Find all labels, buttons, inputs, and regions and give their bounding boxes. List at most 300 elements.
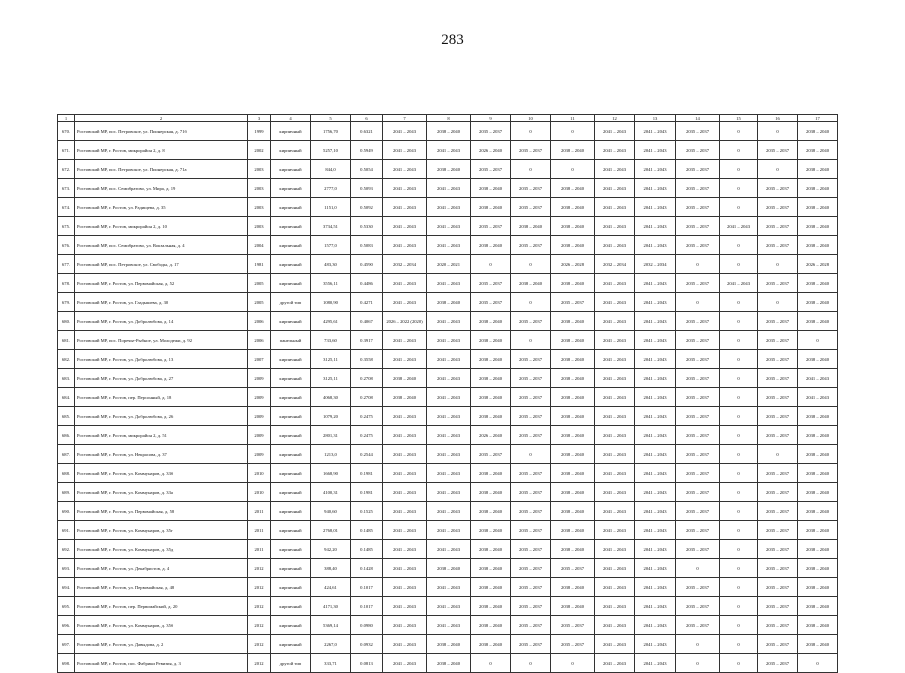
repair-period-col8-cell: 2041 – 2043: [427, 483, 471, 502]
page-number: 283: [441, 32, 464, 48]
repair-period-col7-cell: 2041 – 2043: [383, 141, 427, 160]
repair-period-col8-cell: 2041 – 2043: [427, 407, 471, 426]
repair-period-col12-cell: 2041 – 2043: [595, 578, 635, 597]
year-built-cell: 2012: [248, 578, 271, 597]
repair-period-col16-cell: 2035 – 2037: [758, 312, 798, 331]
repair-period-col12-cell: 2041 – 2043: [595, 540, 635, 559]
wear-ratio-cell: 0.5949: [351, 141, 383, 160]
repair-period-col16-cell: 2035 – 2037: [758, 331, 798, 350]
column-number-header: 13: [635, 115, 676, 122]
repair-period-col11-cell: 2038 – 2040: [551, 217, 595, 236]
wear-ratio-cell: 0.4486: [351, 274, 383, 293]
repair-period-col14-cell: 2035 – 2037: [676, 483, 720, 502]
table-row: [58, 350, 838, 369]
year-built-cell: 2009: [248, 369, 271, 388]
year-built-cell: 2011: [248, 521, 271, 540]
area-cell: 940,60: [311, 502, 351, 521]
repair-period-col10-cell: 2035 – 2037: [511, 388, 551, 407]
repair-period-col8-cell: 2041 – 2043: [427, 198, 471, 217]
repair-period-col7-cell: 2041 – 2043: [383, 616, 427, 635]
repair-period-col15-cell: 2041 – 2043: [720, 274, 758, 293]
repair-period-col11-cell: 2038 – 2040: [551, 331, 595, 350]
repair-period-col10-cell: 2035 – 2037: [511, 179, 551, 198]
repair-period-col8-cell: 2041 – 2043: [427, 445, 471, 464]
repair-period-col9-cell: 0: [471, 255, 511, 274]
repair-period-col11-cell: 2038 – 2040: [551, 198, 595, 217]
repair-period-col13-cell: 2041 – 2043: [635, 578, 676, 597]
repair-period-col10-cell: 0: [511, 654, 551, 673]
repair-period-col13-cell: 2041 – 2043: [635, 122, 676, 141]
repair-period-col10-cell: 2038 – 2040: [511, 274, 551, 293]
repair-period-col12-cell: 2041 – 2043: [595, 160, 635, 179]
year-built-cell: 2010: [248, 483, 271, 502]
wear-ratio-cell: 0.4590: [351, 255, 383, 274]
area-cell: 2801,31: [311, 426, 351, 445]
wear-ratio-cell: 0.1485: [351, 540, 383, 559]
repair-period-col15-cell: 0: [720, 635, 758, 654]
repair-period-col7-cell: 2041 – 2043: [383, 331, 427, 350]
repair-period-col9-cell: 2038 – 2040: [471, 483, 511, 502]
wall-material-cell: кирпичный: [271, 540, 311, 559]
repair-period-col16-cell: 2035 – 2037: [758, 217, 798, 236]
row-number-cell: 671.: [58, 141, 75, 160]
repair-period-col12-cell: 2041 – 2043: [595, 483, 635, 502]
wear-ratio-cell: 0.3558: [351, 350, 383, 369]
address-cell: Ростовский МР, г. Ростов, ул. Добролюбова, д. 26: [75, 407, 248, 426]
repair-period-col12-cell: 2041 – 2043: [595, 236, 635, 255]
repair-period-col9-cell: 2035 – 2037: [471, 160, 511, 179]
table-row: [58, 483, 838, 502]
wear-ratio-cell: 0.1428: [351, 559, 383, 578]
address-cell: Ростовский МР, г. Ростов, ул. Первомайская, д. 52: [75, 274, 248, 293]
repair-period-col10-cell: 0: [511, 255, 551, 274]
repair-period-col17-cell: 2038 – 2040: [798, 122, 838, 141]
repair-period-col7-cell: 2041 – 2043: [383, 122, 427, 141]
repair-period-col10-cell: 2035 – 2037: [511, 236, 551, 255]
repair-period-col15-cell: 0: [720, 654, 758, 673]
year-built-cell: 2003: [248, 198, 271, 217]
year-built-cell: 1999: [248, 122, 271, 141]
wear-ratio-cell: 0.0980: [351, 616, 383, 635]
repair-period-col13-cell: 2041 – 2043: [635, 616, 676, 635]
year-built-cell: 2004: [248, 236, 271, 255]
repair-period-col16-cell: 2035 – 2037: [758, 274, 798, 293]
repair-period-col16-cell: 2035 – 2037: [758, 597, 798, 616]
row-number-cell: 677.: [58, 255, 75, 274]
repair-period-col7-cell: 2041 – 2043: [383, 483, 427, 502]
repair-period-col15-cell: 0: [720, 502, 758, 521]
repair-period-col11-cell: 2038 – 2040: [551, 388, 595, 407]
repair-period-col13-cell: 2041 – 2043: [635, 445, 676, 464]
repair-period-col14-cell: 2035 – 2037: [676, 616, 720, 635]
column-number-header: 11: [551, 115, 595, 122]
repair-period-col8-cell: 2038 – 2040: [427, 654, 471, 673]
repair-period-col7-cell: 2038 – 2040: [383, 369, 427, 388]
repair-period-col16-cell: 2035 – 2037: [758, 236, 798, 255]
repair-period-col14-cell: 0: [676, 255, 720, 274]
repair-period-col10-cell: 2035 – 2037: [511, 141, 551, 160]
repair-period-col15-cell: 0: [720, 483, 758, 502]
table-row: [58, 255, 838, 274]
table-row: [58, 616, 838, 635]
repair-period-col12-cell: 2041 – 2043: [595, 502, 635, 521]
wall-material-cell: кирпичный: [271, 179, 311, 198]
table-row: [58, 654, 838, 673]
repair-period-col10-cell: 2038 – 2040: [511, 217, 551, 236]
repair-period-col16-cell: 2035 – 2037: [758, 483, 798, 502]
address-cell: Ростовский МР, г. Ростов, ул. Первомайская, д. 48: [75, 578, 248, 597]
repair-period-col10-cell: 2035 – 2037: [511, 502, 551, 521]
repair-period-col16-cell: 2035 – 2037: [758, 559, 798, 578]
repair-period-col7-cell: 2032 – 2034: [383, 255, 427, 274]
repair-period-col17-cell: 2038 – 2040: [798, 426, 838, 445]
repair-period-col16-cell: 2035 – 2037: [758, 369, 798, 388]
area-cell: 5369,14: [311, 616, 351, 635]
repair-period-col15-cell: 0: [720, 597, 758, 616]
repair-period-col15-cell: 0: [720, 540, 758, 559]
wear-ratio-cell: 0.1981: [351, 464, 383, 483]
repair-period-col13-cell: 2041 – 2043: [635, 521, 676, 540]
repair-period-col10-cell: 0: [511, 160, 551, 179]
table-row: [58, 388, 838, 407]
row-number-cell: 679.: [58, 293, 75, 312]
repair-period-col12-cell: 2041 – 2043: [595, 597, 635, 616]
wall-material-cell: кирпичный: [271, 464, 311, 483]
repair-period-col8-cell: 2041 – 2043: [427, 616, 471, 635]
repair-period-col14-cell: 2035 – 2037: [676, 141, 720, 160]
repair-period-col15-cell: 0: [720, 179, 758, 198]
repair-period-col15-cell: 2041 – 2043: [720, 217, 758, 236]
repair-period-col8-cell: 2041 – 2043: [427, 426, 471, 445]
year-built-cell: 2012: [248, 635, 271, 654]
row-number-cell: 670.: [58, 122, 75, 141]
repair-period-col9-cell: 2038 – 2040: [471, 521, 511, 540]
repair-period-col10-cell: 0: [511, 331, 551, 350]
repair-period-col10-cell: 2035 – 2037: [511, 464, 551, 483]
year-built-cell: 2009: [248, 445, 271, 464]
repair-period-col9-cell: 2038 – 2040: [471, 179, 511, 198]
repair-period-col16-cell: 2035 – 2037: [758, 179, 798, 198]
repair-period-col15-cell: 0: [720, 388, 758, 407]
repair-period-col12-cell: 2041 – 2043: [595, 312, 635, 331]
repair-period-col7-cell: 2041 – 2043: [383, 521, 427, 540]
repair-period-col7-cell: 2041 – 2043: [383, 502, 427, 521]
repair-period-col12-cell: 2041 – 2043: [595, 122, 635, 141]
wall-material-cell: кирпичный: [271, 483, 311, 502]
repair-period-col9-cell: 2038 – 2040: [471, 635, 511, 654]
repair-period-col12-cell: 2041 – 2043: [595, 331, 635, 350]
repair-period-col12-cell: 2041 – 2043: [595, 426, 635, 445]
area-cell: 4068,30: [311, 388, 351, 407]
table-row: [58, 635, 838, 654]
wear-ratio-cell: 0.5092: [351, 198, 383, 217]
area-cell: 2777,0: [311, 179, 351, 198]
row-number-cell: 673.: [58, 179, 75, 198]
repair-period-col9-cell: 2038 – 2040: [471, 616, 511, 635]
area-cell: 1080,90: [311, 293, 351, 312]
wall-material-cell: кирпичный: [271, 160, 311, 179]
repair-period-col15-cell: 0: [720, 122, 758, 141]
repair-period-col15-cell: 0: [720, 160, 758, 179]
wall-material-cell: кирпичный: [271, 502, 311, 521]
area-cell: 1577,0: [311, 236, 351, 255]
repair-period-col17-cell: 2038 – 2040: [798, 407, 838, 426]
repair-period-col10-cell: 2035 – 2037: [511, 616, 551, 635]
repair-period-col7-cell: 2041 – 2043: [383, 217, 427, 236]
area-cell: 3734,51: [311, 217, 351, 236]
year-built-cell: 1981: [248, 255, 271, 274]
repair-period-col8-cell: 2038 – 2040: [427, 559, 471, 578]
repair-period-col15-cell: 0: [720, 198, 758, 217]
repair-period-col12-cell: 2041 – 2043: [595, 198, 635, 217]
repair-period-col14-cell: 2035 – 2037: [676, 597, 720, 616]
area-cell: 1668,90: [311, 464, 351, 483]
repair-period-col12-cell: 2041 – 2043: [595, 217, 635, 236]
repair-period-col14-cell: 2035 – 2037: [676, 445, 720, 464]
repair-period-col9-cell: 2038 – 2040: [471, 198, 511, 217]
year-built-cell: 2009: [248, 407, 271, 426]
row-number-cell: 698.: [58, 654, 75, 673]
row-number-cell: 687.: [58, 445, 75, 464]
repair-period-col17-cell: 2038 – 2040: [798, 502, 838, 521]
row-number-cell: 694.: [58, 578, 75, 597]
repair-period-col9-cell: 2035 – 2037: [471, 445, 511, 464]
repair-period-col11-cell: 2038 – 2040: [551, 369, 595, 388]
repair-period-col13-cell: 2041 – 2043: [635, 141, 676, 160]
repair-period-col8-cell: 2041 – 2043: [427, 369, 471, 388]
year-built-cell: 2006: [248, 312, 271, 331]
repair-period-col10-cell: 2035 – 2037: [511, 521, 551, 540]
row-number-cell: 697.: [58, 635, 75, 654]
repair-period-col15-cell: 0: [720, 445, 758, 464]
address-cell: Ростовский МР, г. Ростов, ул. Коммунаров, д. 35б: [75, 616, 248, 635]
repair-period-col16-cell: 0: [758, 445, 798, 464]
repair-period-col8-cell: 2041 – 2043: [427, 540, 471, 559]
wall-material-cell: кирпичный: [271, 521, 311, 540]
repair-period-col7-cell: 2041 – 2043: [383, 635, 427, 654]
repair-period-col17-cell: 2038 – 2040: [798, 198, 838, 217]
repair-period-col14-cell: 2035 – 2037: [676, 217, 720, 236]
repair-period-col14-cell: 2035 – 2037: [676, 502, 720, 521]
repair-period-col14-cell: 0: [676, 635, 720, 654]
table-row: [58, 274, 838, 293]
year-built-cell: 2002: [248, 141, 271, 160]
repair-period-col10-cell: 2035 – 2037: [511, 312, 551, 331]
wear-ratio-cell: 0.1525: [351, 502, 383, 521]
repair-period-col8-cell: 2041 – 2043: [427, 312, 471, 331]
repair-period-col13-cell: 2041 – 2043: [635, 407, 676, 426]
year-built-cell: 2009: [248, 388, 271, 407]
address-cell: Ростовский МР, пос. Семибратово, ул. Вокзальная, д. 4: [75, 236, 248, 255]
wear-ratio-cell: 0.0932: [351, 635, 383, 654]
repair-period-col17-cell: 2038 – 2040: [798, 141, 838, 160]
area-cell: 733,60: [311, 331, 351, 350]
repair-period-col10-cell: 2035 – 2037: [511, 198, 551, 217]
repair-period-col11-cell: 0: [551, 160, 595, 179]
repair-period-col14-cell: 2035 – 2037: [676, 388, 720, 407]
row-number-cell: 690.: [58, 502, 75, 521]
repair-period-col12-cell: 2041 – 2043: [595, 464, 635, 483]
wall-material-cell: панельный: [271, 331, 311, 350]
repair-period-col17-cell: 2038 – 2040: [798, 464, 838, 483]
row-number-cell: 680.: [58, 312, 75, 331]
wall-material-cell: кирпичный: [271, 217, 311, 236]
repair-period-col12-cell: 2041 – 2043: [595, 369, 635, 388]
repair-period-col13-cell: 2041 – 2043: [635, 293, 676, 312]
wall-material-cell: кирпичный: [271, 616, 311, 635]
repair-period-col14-cell: 0: [676, 654, 720, 673]
repair-period-col7-cell: 2038 – 2040: [383, 388, 427, 407]
area-cell: 388,40: [311, 559, 351, 578]
address-cell: Ростовский МР, пос. Поречье-Рыбное, ул. Молодежи, д. 92: [75, 331, 248, 350]
repair-period-col11-cell: 2038 – 2040: [551, 274, 595, 293]
repair-period-col10-cell: 2035 – 2037: [511, 407, 551, 426]
year-built-cell: 2009: [248, 426, 271, 445]
area-cell: 4171,30: [311, 597, 351, 616]
area-cell: 1756,70: [311, 122, 351, 141]
repair-period-col7-cell: 2041 – 2043: [383, 464, 427, 483]
table-row: [58, 540, 838, 559]
repair-period-col11-cell: 2038 – 2040: [551, 350, 595, 369]
row-number-cell: 682.: [58, 350, 75, 369]
address-cell: Ростовский МР, пос. Петровское, ул. Пионерская, д. 71б: [75, 122, 248, 141]
year-built-cell: 2012: [248, 616, 271, 635]
row-number-cell: 692.: [58, 540, 75, 559]
wear-ratio-cell: 0.5054: [351, 160, 383, 179]
year-built-cell: 2005: [248, 293, 271, 312]
repair-period-col13-cell: 2041 – 2043: [635, 483, 676, 502]
repair-period-col9-cell: 2038 – 2040: [471, 597, 511, 616]
address-cell: Ростовский МР, г. Ростов, ул. Добролюбова, д. 13: [75, 350, 248, 369]
area-cell: 483,30: [311, 255, 351, 274]
repair-period-col13-cell: 2041 – 2043: [635, 559, 676, 578]
repair-period-col12-cell: 2041 – 2043: [595, 388, 635, 407]
address-cell: Ростовский МР, г. Ростов, микрорайон 2, д. 51: [75, 426, 248, 445]
repair-period-col11-cell: 2035 – 2037: [551, 616, 595, 635]
repair-period-col17-cell: 2026 – 2028: [798, 255, 838, 274]
wall-material-cell: кирпичный: [271, 445, 311, 464]
wall-material-cell: кирпичный: [271, 141, 311, 160]
column-number-header: 2: [75, 115, 248, 122]
repair-period-col12-cell: 2041 – 2043: [595, 274, 635, 293]
wall-material-cell: кирпичный: [271, 198, 311, 217]
wear-ratio-cell: 0.1017: [351, 597, 383, 616]
repair-period-col17-cell: 2038 – 2040: [798, 521, 838, 540]
repair-period-col8-cell: 2041 – 2043: [427, 179, 471, 198]
repair-period-col9-cell: 2035 – 2037: [471, 122, 511, 141]
repair-period-col9-cell: 2038 – 2040: [471, 331, 511, 350]
table-row: [58, 559, 838, 578]
wall-material-cell: кирпичный: [271, 350, 311, 369]
repair-period-col8-cell: 2041 – 2043: [427, 597, 471, 616]
repair-period-col10-cell: 2035 – 2037: [511, 426, 551, 445]
repair-period-col17-cell: 2038 – 2040: [798, 559, 838, 578]
repair-period-col11-cell: 2038 – 2040: [551, 597, 595, 616]
repair-period-col9-cell: 0: [471, 654, 511, 673]
wall-material-cell: кирпичный: [271, 274, 311, 293]
repair-period-col14-cell: 2035 – 2037: [676, 122, 720, 141]
repair-period-col17-cell: 2038 – 2040: [798, 445, 838, 464]
repair-period-col14-cell: 2035 – 2037: [676, 407, 720, 426]
wear-ratio-cell: 0.5093: [351, 179, 383, 198]
repair-period-col8-cell: 2041 – 2043: [427, 578, 471, 597]
repair-period-col10-cell: 2035 – 2037: [511, 483, 551, 502]
column-number-header: 8: [427, 115, 471, 122]
column-number-header: 5: [311, 115, 351, 122]
repair-period-col9-cell: 2038 – 2040: [471, 502, 511, 521]
repair-period-col17-cell: 2038 – 2040: [798, 635, 838, 654]
repair-period-col9-cell: 2038 – 2040: [471, 578, 511, 597]
repair-period-col17-cell: 2038 – 2040: [798, 236, 838, 255]
repair-period-col8-cell: 2041 – 2043: [427, 388, 471, 407]
row-number-cell: 695.: [58, 597, 75, 616]
repair-period-col14-cell: 2035 – 2037: [676, 426, 720, 445]
table-row: [58, 502, 838, 521]
repair-period-col9-cell: 2038 – 2040: [471, 540, 511, 559]
area-cell: 3125,11: [311, 369, 351, 388]
repair-period-col15-cell: 0: [720, 426, 758, 445]
column-number-header: 6: [351, 115, 383, 122]
wall-material-cell: кирпичный: [271, 407, 311, 426]
wall-material-cell: кирпичный: [271, 236, 311, 255]
repair-period-col12-cell: 2041 – 2043: [595, 635, 635, 654]
row-number-cell: 696.: [58, 616, 75, 635]
table-row: [58, 179, 838, 198]
row-number-cell: 683.: [58, 369, 75, 388]
repair-period-col9-cell: 2035 – 2037: [471, 217, 511, 236]
area-cell: 3125,11: [311, 350, 351, 369]
wall-material-cell: другой тип: [271, 654, 311, 673]
repair-period-col11-cell: 2038 – 2040: [551, 464, 595, 483]
repair-period-col13-cell: 2041 – 2043: [635, 236, 676, 255]
column-number-header: 10: [511, 115, 551, 122]
repair-period-col10-cell: 0: [511, 293, 551, 312]
repair-period-col14-cell: 2035 – 2037: [676, 464, 720, 483]
repair-period-col7-cell: 2041 – 2043: [383, 445, 427, 464]
repair-period-col15-cell: 0: [720, 350, 758, 369]
repair-period-col8-cell: 2041 – 2043: [427, 217, 471, 236]
repair-period-col13-cell: 2041 – 2043: [635, 369, 676, 388]
table-row: [58, 160, 838, 179]
repair-period-col14-cell: 2035 – 2037: [676, 236, 720, 255]
wall-material-cell: кирпичный: [271, 388, 311, 407]
repair-period-col11-cell: 2035 – 2037: [551, 559, 595, 578]
table-row: [58, 122, 838, 141]
address-cell: Ростовский МР, г. Ростов, ул. Коммунаров, д. 35г: [75, 521, 248, 540]
repair-period-col16-cell: 2035 – 2037: [758, 540, 798, 559]
repair-period-col7-cell: 2041 – 2043: [383, 274, 427, 293]
repair-period-col15-cell: 0: [720, 141, 758, 160]
repair-period-col11-cell: 2038 – 2040: [551, 445, 595, 464]
repair-period-col11-cell: 0: [551, 122, 595, 141]
repair-period-col15-cell: 0: [720, 616, 758, 635]
column-number-header: 14: [676, 115, 720, 122]
repair-period-col7-cell: 2026 – 2022 (2020): [383, 312, 427, 331]
address-cell: Ростовский МР, г. Ростов, ул. Декабристов, д. 4: [75, 559, 248, 578]
address-cell: Ростовский МР, г. Ростов, микрорайон 2, д. 8: [75, 141, 248, 160]
repair-period-col16-cell: 2035 – 2037: [758, 521, 798, 540]
repair-period-col10-cell: 2035 – 2037: [511, 369, 551, 388]
column-number-row: [58, 115, 838, 122]
repair-period-col7-cell: 2041 – 2043: [383, 578, 427, 597]
repair-period-col17-cell: 2038 – 2040: [798, 616, 838, 635]
repair-period-col13-cell: 2041 – 2043: [635, 312, 676, 331]
address-cell: Ростовский МР, пос. Семибратово, ул. Мира, д. 19: [75, 179, 248, 198]
repair-period-col16-cell: 2035 – 2037: [758, 502, 798, 521]
repair-period-col11-cell: 2038 – 2040: [551, 179, 595, 198]
table-row: [58, 464, 838, 483]
row-number-cell: 684.: [58, 388, 75, 407]
